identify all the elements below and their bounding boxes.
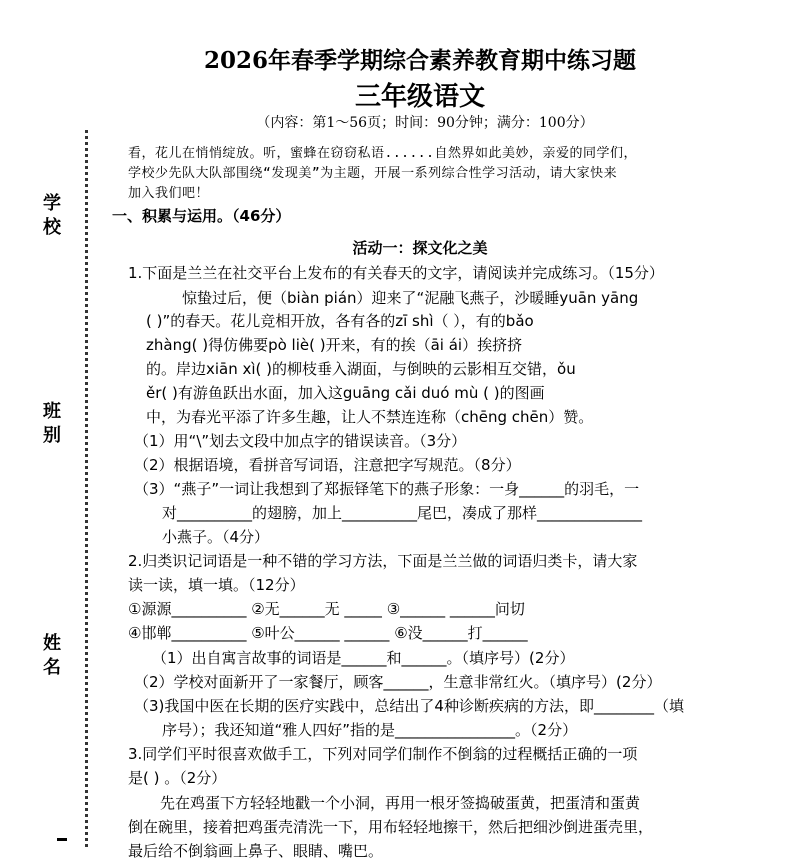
sidebar-class-label: 班别: [43, 401, 61, 446]
sidebar-mark: [57, 838, 67, 849]
passage-line: 的。岸边xiān xì( )的柳枝垂入湖面，与倒映的云影相互交错，ǒu: [146, 360, 576, 378]
sub-question: （2）根据语境，看拼音写词语，注意把字写规范。（8分）: [134, 456, 521, 474]
question-1-stem: 1.下面是兰兰在社交平台上发布的有关春天的文字，请阅读并完成练习。（15分）: [128, 264, 664, 282]
passage-line: 倒在碗里，接着把鸡蛋壳清洗一下，用布轻轻地擦干，然后把细沙倒进蛋壳里，: [128, 818, 654, 836]
passage-line: ( )”的春天。花儿竞相开放，各有各的zī shì（ ），有的bǎo: [146, 312, 534, 330]
sub-question-cont: 序号）；我还知道“雅人四好”指的是________________。（2分）: [162, 721, 578, 739]
sub-question: （2）学校对面新开了一家餐厅，顾客______，生意非常红火。（填序号）(2分）: [134, 673, 662, 691]
passage-line: 中，为春光平添了许多生趣，让人不禁连连称（chēng chēn）赞。: [146, 408, 594, 426]
exam-info: （内容：第1～56页；时间：90分钟；满分：100分）: [256, 115, 594, 131]
word-card-row: ④邯郸__________ ⑤叶公______ ______ ⑥没______打______: [128, 624, 528, 642]
sub-question: （1）出自寓言故事的词语是______和______。（填序号）(2分）: [152, 649, 575, 667]
sub-question-cont: 小燕子。（4分）: [162, 528, 270, 546]
sub-question-cont: 对__________的翅膀，加上__________尾巴，凑成了那样______________: [162, 504, 643, 522]
sub-question: （1）用“\”划去文段中加点字的错误读音。（3分）: [134, 432, 467, 450]
sidebar-school-label: 学校: [43, 193, 61, 238]
intro-line-3: 加入我们吧！: [128, 186, 210, 201]
question-3-stem-cont: 是( ) 。（2分）: [128, 769, 227, 787]
intro-line-2: 学校少先队大队部围绕“发现美”为主题，开展一系列综合性学习活动，请大家快来: [128, 166, 618, 181]
exam-title: 2026年春季学期综合素养教育期中练习题: [203, 47, 636, 74]
question-3-stem: 3.同学们平时很喜欢做手工，下列对同学们制作不倒翁的过程概括正确的一项: [128, 745, 638, 763]
sub-question: （3)我国中医在长期的医疗实践中，总结出了4种诊断疾病的方法，即________（填: [134, 697, 684, 715]
section-heading: 一、积累与运用。（46分）: [112, 207, 291, 225]
word-card-row: ①源源__________ ②无______无 _____ ③______ ______问切: [128, 600, 525, 618]
passage-line: 最后给不倒翁画上鼻子、眼睛、嘴巴。: [128, 842, 384, 860]
intro-line-1: 看，花儿在悄悄绽放。听，蜜蜂在窃窃私语......自然界如此美妙，亲爱的同学们，: [128, 146, 637, 161]
activity-heading: 活动一：探文化之美: [352, 239, 488, 257]
question-2-stem-cont: 读一读，填一填。（12分）: [128, 576, 305, 594]
sidebar-name-label: 姓名: [43, 633, 61, 678]
passage-line: 惊蛰过后，便（biàn pián）迎来了“泥融飞燕子，沙暖睡yuān yāng: [182, 289, 639, 307]
passage-line: 先在鸡蛋下方轻轻地戳一个小洞，再用一根牙签捣破蛋黄，把蛋清和蛋黄: [160, 794, 641, 812]
exam-subtitle: 三年级语文: [354, 82, 485, 112]
question-2-stem: 2.归类识记词语是一种不错的学习方法，下面是兰兰做的词语归类卡，请大家: [128, 552, 638, 570]
sub-question: （3）“燕子”一词让我想到了郑振铎笔下的燕子形象：一身______的羽毛，一: [134, 480, 640, 498]
passage-line: zhàng( )得仿佛要pò liè( )开来，有的挨（āi ái）挨挤挤: [146, 336, 523, 354]
passage-line: ěr( )有游鱼跃出水面，加入这guāng cǎi duó mù ( )的图画: [146, 384, 545, 402]
